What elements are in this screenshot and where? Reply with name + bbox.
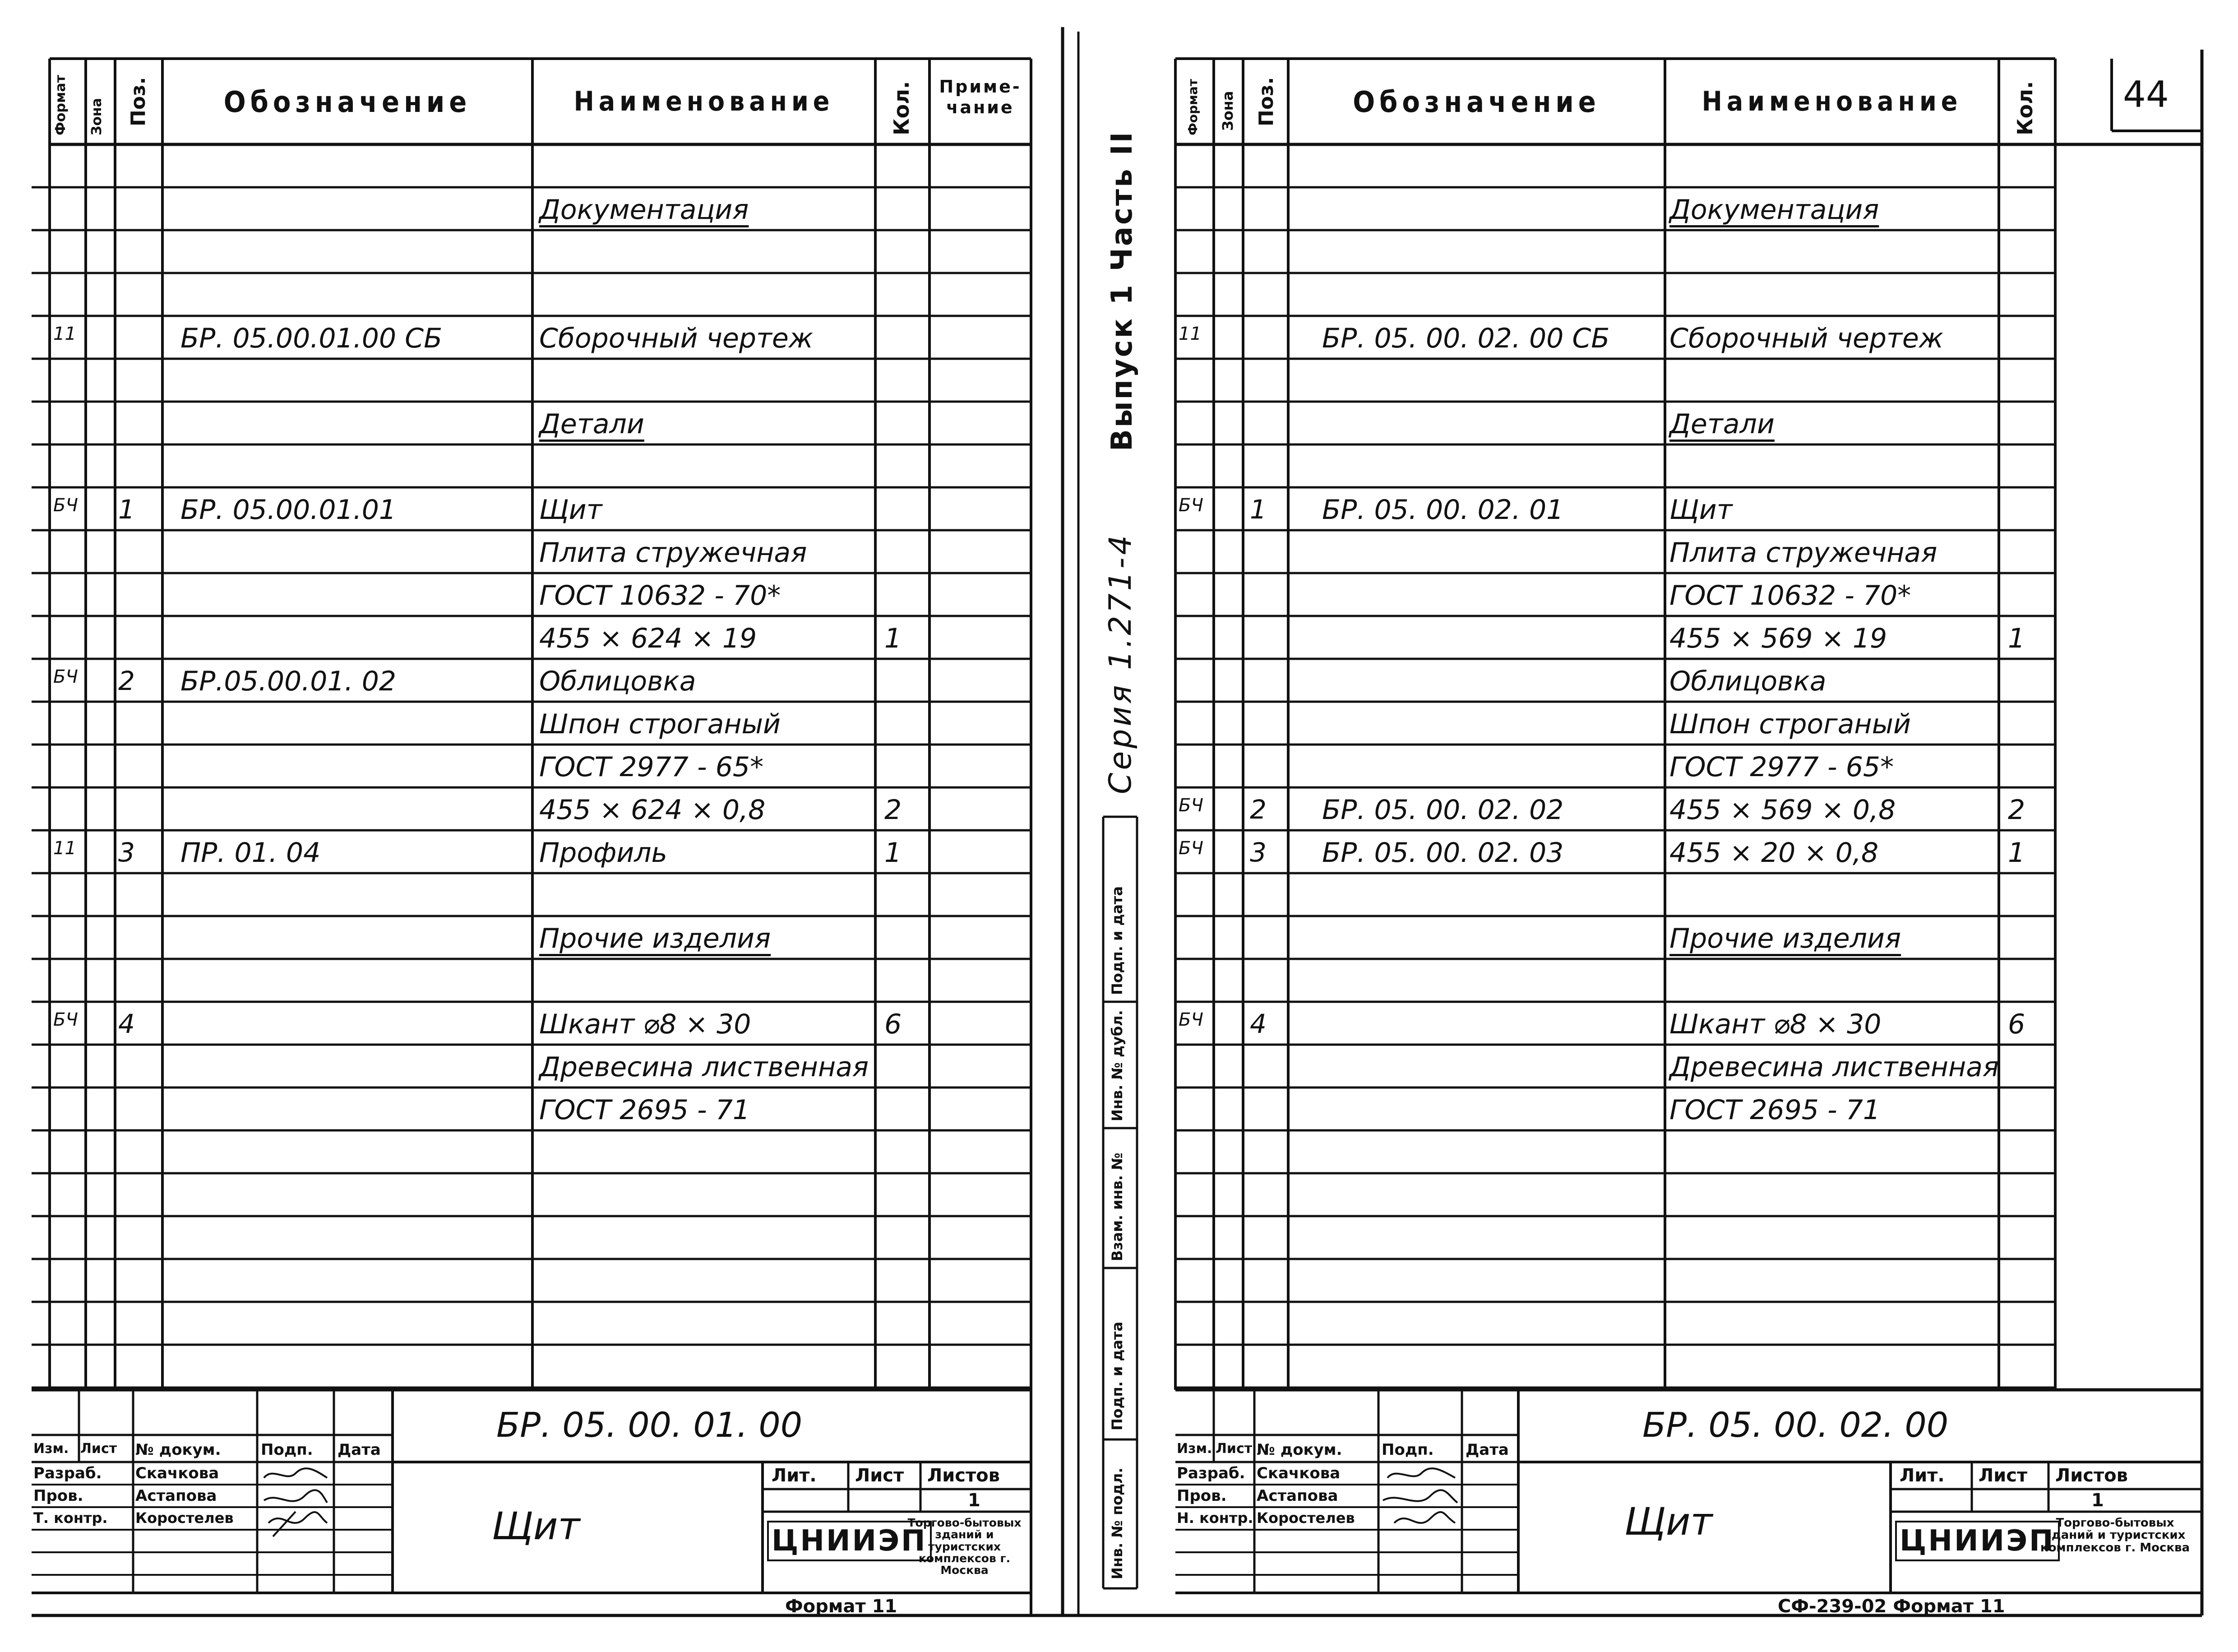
right-spec-row-format: БЧ [1179,495,1203,516]
left-spec-row-pos: 4 [118,1009,135,1039]
left-spec-row-name: 455 × 624 × 0,8 [539,794,766,826]
left-spec-row-designation: ПР. 01. 04 [180,837,321,869]
right-spec-row-name: Документация [1669,194,1879,226]
left-spec-row-format: БЧ [53,1009,78,1030]
left-spec-row-qty: 2 [884,794,902,826]
header-name-right: Наименование [1702,86,1962,117]
right-name-check: Астапова [1257,1487,1338,1505]
left-spec-row-name: Щит [539,494,602,526]
left-spec-row-format: БЧ [53,666,78,687]
right-spec-row-name: Шкант ⌀8 × 30 [1669,1009,1882,1040]
right-spec-row-name: 455 × 569 × 19 [1669,623,1887,654]
left-spec-row-qty: 1 [884,837,902,869]
left-col-list: Лист [80,1441,117,1457]
right-spec-row-name: Детали [1669,408,1775,440]
right-role-check: Пров. [1177,1487,1227,1505]
right-sheets-value: 1 [2091,1490,2104,1511]
right-col-list: Лист [1216,1441,1253,1457]
left-spec-row-name: Древесина лиственная [539,1051,869,1083]
left-spec-row-name: Плита стружечная [539,537,807,569]
stamp-replace-inv: Взам. инв. № [1109,1152,1126,1261]
left-spec-row-name: ГОСТ 2695 - 71 [539,1094,750,1126]
left-org: Торгово-бытовых зданий и туристских комплексов г. Москва [907,1516,1022,1577]
right-name-dev: Скачкова [1257,1464,1341,1482]
right-spec-row-name: 455 × 20 × 0,8 [1669,837,1879,869]
right-spec-row-format: 11 [1179,324,1202,344]
right-spec-row-name: Сборочный чертеж [1669,323,1943,354]
right-spec-row-qty: 2 [2008,794,2025,826]
right-spec-row-qty: 6 [2008,1009,2025,1040]
left-signature-marks [259,1464,332,1541]
header-pos-left: Поз. [127,77,150,126]
right-role-control: Н. контр. [1177,1509,1253,1527]
right-spec-row-pos: 3 [1250,837,1267,868]
left-sheet-label: Лист [855,1465,904,1486]
right-spec-row-qty: 1 [2008,623,2025,654]
left-spec-row-qty: 6 [884,1009,902,1040]
right-signature-marks [1381,1464,1460,1541]
right-spec-row-designation: БР. 05. 00. 02. 02 [1322,794,1564,826]
left-role-dev: Разраб. [33,1464,102,1482]
left-col-sign: Подп. [261,1441,313,1459]
right-name-control: Коростелев [1257,1509,1355,1527]
right-spec-row-name: Щит [1669,494,1733,526]
left-spec-row-name: Шпон строганый [539,708,781,740]
right-org: Торгово-бытовых зданий и туристских комплексов г. Москва [2040,1516,2190,1555]
left-col-doc: № докум. [135,1441,221,1459]
left-spec-row-pos: 1 [118,494,135,525]
left-sheets-value: 1 [968,1490,980,1511]
header-note-left: Приме-чание [939,77,1022,117]
left-lit-label: Лит. [772,1465,817,1486]
left-col-date: Дата [338,1441,381,1459]
left-spec-row-name: Сборочный чертеж [539,323,813,354]
header-format-right: Формат [1185,79,1200,135]
left-name-check: Астапова [135,1487,217,1505]
left-spec-row-name: Облицовка [539,666,696,697]
left-sheets-label: Листов [927,1465,1000,1486]
right-spec-row-format: БЧ [1179,795,1203,816]
left-spec-row-name: ГОСТ 2977 - 65* [539,751,764,783]
left-name-dev: Скачкова [135,1464,219,1482]
right-doc-title: Щит [1624,1499,1713,1544]
right-sheets-label: Листов [2055,1465,2128,1486]
header-name-left: Наименование [573,86,834,117]
right-role-dev: Разраб. [1177,1464,1245,1482]
right-col-date: Дата [1466,1441,1509,1459]
right-sheet-label: Лист [1979,1465,2028,1486]
left-spec-row-name: ГОСТ 10632 - 70* [539,580,781,611]
right-spec-row-name: ГОСТ 10632 - 70* [1669,580,1911,611]
right-format-label: СФ-239-02 Формат 11 [1778,1596,2005,1617]
left-spec-row-name: Прочие изделия [539,923,771,954]
left-spec-row-pos: 2 [118,666,135,696]
left-doc-title: Щит [492,1504,580,1548]
stamp-sign-date-2: Подп. и дата [1109,886,1126,995]
header-qty-left: Кол. [889,81,914,135]
header-qty-right: Кол. [2013,81,2037,135]
left-name-control: Коростелев [135,1509,234,1527]
issue-label: Выпуск 1 Часть II [1105,130,1139,451]
left-spec-row-name: 455 × 624 × 19 [539,623,757,654]
left-spec-row-designation: БР. 05.00.01.00 СБ [180,323,443,354]
left-spec-row-name: Шкант ⌀8 × 30 [539,1009,751,1040]
right-spec-row-name: Прочие изделия [1669,923,1901,954]
left-logo: ЦНИИЭП [767,1521,932,1561]
right-spec-row-pos: 2 [1250,794,1267,825]
left-spec-row-name: Документация [539,194,749,226]
left-spec-row-designation: БР. 05.00.01.01 [180,494,397,526]
left-spec-row-format: 11 [53,324,76,344]
left-doc-number: БР. 05. 00. 01. 00 [496,1405,803,1445]
header-format-left: Формат [53,75,69,135]
right-spec-row-name: Древесина лиственная [1669,1051,1999,1083]
right-spec-row-pos: 4 [1250,1009,1267,1039]
right-spec-row-format: БЧ [1179,1009,1203,1030]
left-format-label: Формат 11 [785,1596,897,1617]
right-spec-row-designation: БР. 05. 00. 02. 03 [1322,837,1564,869]
header-pos-right: Поз. [1255,77,1278,126]
left-spec-row-name: Профиль [539,837,667,869]
left-col-izm: Изм. [33,1441,69,1457]
right-col-izm: Изм. [1177,1441,1212,1457]
left-spec-row-format: БЧ [53,495,78,516]
right-col-sign: Подп. [1382,1441,1434,1459]
left-spec-row-qty: 1 [884,623,902,654]
right-spec-row-qty: 1 [2008,837,2025,869]
right-lit-label: Лит. [1900,1465,1945,1486]
series-label: Серия 1.271-4 [1103,532,1138,794]
right-spec-row-name: 455 × 569 × 0,8 [1669,794,1896,826]
right-spec-row-designation: БР. 05. 00. 02. 00 СБ [1322,323,1610,354]
page-number: 44 [2123,74,2169,116]
left-spec-row-format: 11 [53,838,76,859]
right-spec-row-designation: БР. 05. 00. 02. 01 [1322,494,1564,526]
right-spec-row-name: ГОСТ 2977 - 65* [1669,751,1894,783]
right-doc-number: БР. 05. 00. 02. 00 [1642,1405,1949,1445]
stamp-inv-dup: Инв. № дубл. [1109,1010,1126,1121]
right-col-doc: № докум. [1257,1441,1342,1459]
right-spec-row-name: ГОСТ 2695 - 71 [1669,1094,1881,1126]
right-spec-row-name: Шпон строганый [1669,708,1911,740]
left-spec-row-designation: БР.05.00.01. 02 [180,666,397,697]
right-spec-row-format: БЧ [1179,838,1203,859]
left-role-control: Т. контр. [33,1509,108,1527]
stamp-sign-date-1: Подп. и дата [1109,1321,1126,1430]
left-role-check: Пров. [33,1487,83,1505]
right-spec-row-name: Плита стружечная [1669,537,1937,569]
left-spec-row-pos: 3 [118,837,135,868]
right-logo: ЦНИИЭП [1895,1521,2060,1561]
right-spec-row-name: Облицовка [1669,666,1826,697]
stamp-inv-no-orig: Инв. № подл. [1109,1467,1126,1579]
right-spec-row-pos: 1 [1250,494,1267,525]
header-zone-left: Зона [89,98,105,135]
left-spec-row-name: Детали [539,408,644,440]
header-designation-left: Обозначение [223,86,472,119]
header-zone-right: Зона [1219,91,1236,131]
header-designation-right: Обозначение [1353,86,1600,119]
